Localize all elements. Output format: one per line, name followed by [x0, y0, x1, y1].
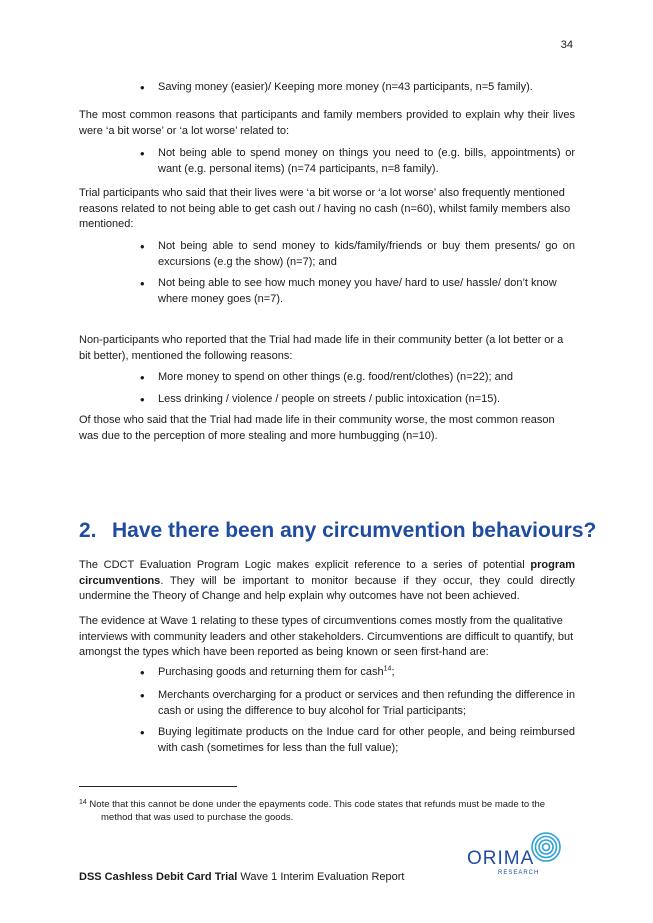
list-item-text	[158, 665, 575, 681]
page-number: 34	[560, 39, 573, 51]
footer-report-name: DSS Cashless Debit Card Trial	[79, 871, 238, 883]
footnote	[79, 798, 575, 824]
paragraph-community-worse: Of those who said that the Trial had made life in their community worse, the most common reason was due to the perception of more stealing and more humbugging (n=10).	[79, 414, 555, 442]
footnote-text: method that was used to purchase the goods.	[101, 812, 294, 823]
bullet-icon	[140, 370, 158, 388]
section-title: Have there been any circumvention behaviours?	[112, 519, 597, 542]
bullet-icon	[140, 80, 158, 98]
list-item-text: More money to spend on other things (e.g. food/rent/clothes) (n=22); and	[158, 371, 513, 383]
logo-rings-icon	[532, 833, 560, 861]
logo-wordmark: ORIMA	[467, 848, 535, 869]
paragraph-trial-participants: Trial participants who said that their lives were ‘a bit worse or ‘a lot worse’ also frequently mentioned reasons related to not being able to get cash out / having no cash (n=60), whilst family members also mentioned:	[79, 187, 571, 230]
list-item	[140, 392, 575, 408]
list-item	[140, 688, 575, 719]
list-item-text: Not being able to spend money on things you need to (e.g. bills, appointments) or want (e.g. personal items) (n=74 participants, n=8 family).	[158, 147, 575, 175]
list-item	[140, 239, 575, 270]
bullet-icon	[140, 665, 158, 683]
list-item-text: Less drinking / violence / people on streets / public intoxication (n=15).	[158, 393, 501, 405]
orima-research-logo	[466, 830, 566, 880]
list-item-text: Merchants overcharging for a product or services and then refunding the difference in cash or using the difference to buy alcohol for Trial participants;	[158, 689, 575, 717]
bullet-icon	[140, 276, 158, 294]
section-number: 2.	[79, 519, 97, 542]
list-item	[140, 665, 575, 681]
footnote-text: Note that this cannot be done under the epayments code. This code states that refunds must be made to the	[86, 799, 546, 810]
bullet-icon	[140, 392, 158, 410]
list-item	[140, 276, 575, 307]
list-item	[140, 146, 575, 177]
list-item	[140, 725, 575, 756]
section-heading	[79, 517, 596, 545]
footnote-mark: 14	[79, 799, 87, 806]
footnote-divider	[79, 786, 237, 787]
list-item-text: Not being able to see how much money you have/ hard to use/ hassle/ don’t know where money goes (n=7).	[158, 277, 557, 305]
paragraph-non-participants: Non-participants who reported that the Trial had made life in their community better (a lot better or a bit better), mentioned the following reasons:	[79, 334, 564, 362]
footer-report-subtitle: Wave 1 Interim Evaluation Report	[237, 871, 405, 883]
list-item	[140, 80, 575, 96]
bullet-icon	[140, 725, 158, 743]
bullet-icon	[140, 688, 158, 706]
bold-term: program circumventions	[79, 559, 575, 587]
list-item-text: Purchasing goods and returning them for cash	[158, 666, 384, 678]
page-footer	[79, 870, 404, 886]
list-item	[140, 370, 575, 386]
list-item-text: Buying legitimate products on the Indue card for other people, and being reimbursed with cash (sometimes for less than the full value);	[158, 726, 575, 754]
logo-subtitle: RESEARCH	[498, 870, 540, 876]
paragraph-text: . They will be important to monitor because if they occur, they could directly undermine the Theory of Change and help explain why outcomes have not been achieved.	[79, 574, 575, 602]
paragraph-evidence: The evidence at Wave 1 relating to these types of circumventions comes mostly from the qualitative interviews with community leaders and other stakeholders. Circumventions are difficult to quantify, but amongst the types which have been reported as being known or seen first-hand are:	[79, 615, 574, 658]
list-item-text: Saving money (easier)/ Keeping more money (n=43 participants, n=5 family).	[158, 81, 533, 93]
bullet-icon	[140, 146, 158, 164]
paragraph-worse-intro: The most common reasons that participants and family members provided to explain why their lives were ‘a bit worse’ or ‘a lot worse’ related to:	[79, 109, 575, 137]
bullet-icon	[140, 239, 158, 257]
paragraph-text: The CDCT Evaluation Program Logic makes explicit reference to a series of potential	[79, 559, 531, 571]
paragraph-program-logic	[79, 558, 575, 605]
footnote-reference: 14	[383, 665, 392, 673]
list-item-text: Not being able to send money to kids/family/friends or buy them presents/ go on excursions (e.g the show) (n=7); and	[158, 240, 575, 268]
list-item-text: ;	[391, 666, 395, 678]
